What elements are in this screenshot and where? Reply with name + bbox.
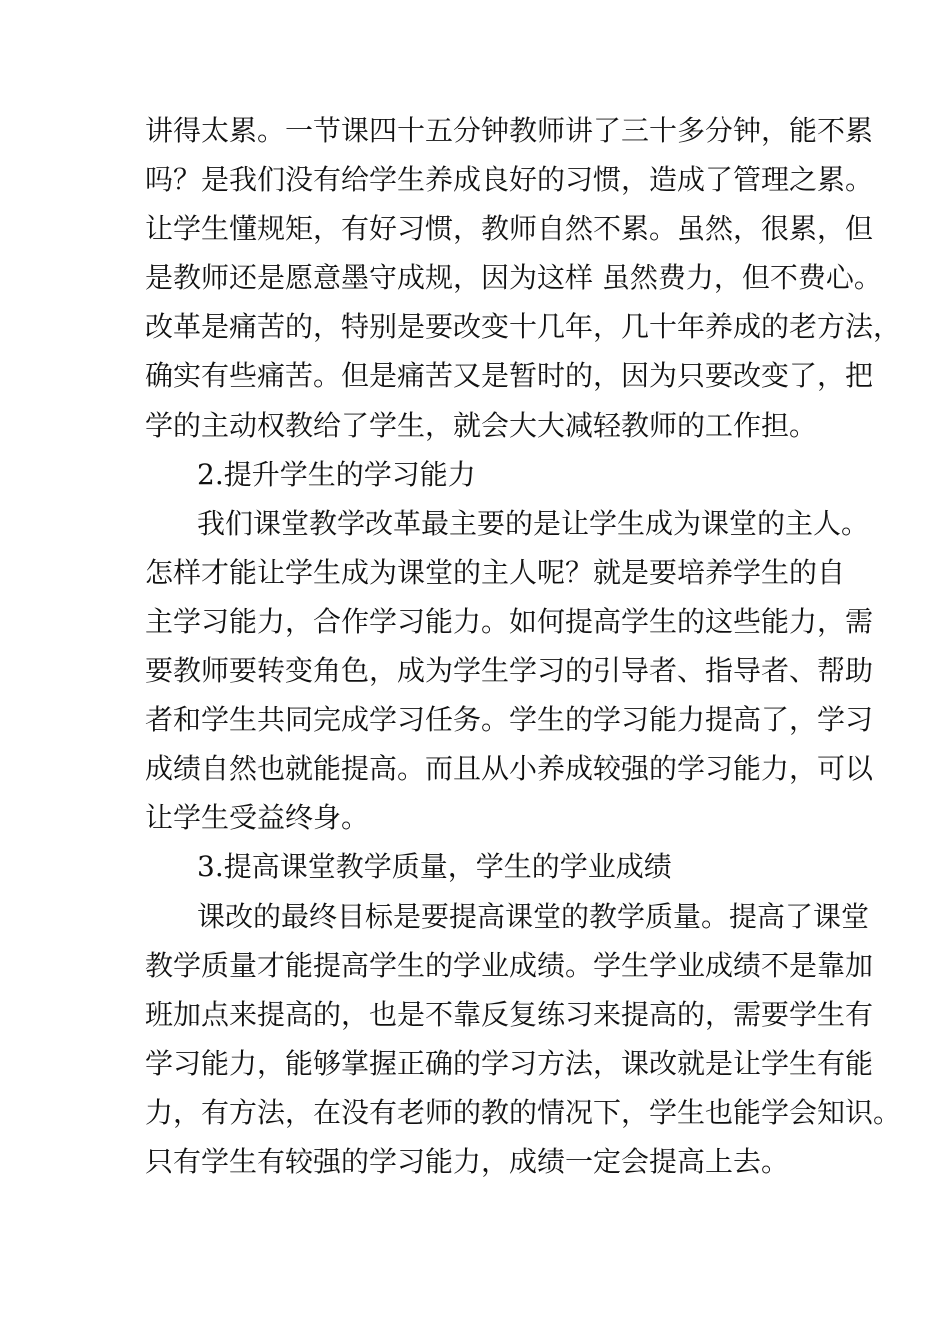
paragraph-continuation [145, 106, 902, 450]
text-line: 教学质量才能提高学生的学业成绩。学生学业成绩不是靠加 [145, 948, 874, 982]
text-line: 成绩自然也就能提高。而且从小养成较强的学习能力，可以 [145, 752, 874, 786]
section-heading-3: 3.提高课堂教学质量，学生的学业成绩 [197, 850, 672, 884]
text-line: 改革是痛苦的，特别是要改变十几年，几十年养成的老方法， [145, 310, 902, 344]
text-line: 讲得太累。一节课四十五分钟教师讲了三十多分钟，能不累 [145, 114, 874, 147]
text-line: 确实有些痛苦。但是痛苦又是暂时的，因为只要改变了，把 [145, 359, 874, 393]
text-line: 怎样才能让学生成为课堂的主人呢？就是要培养学生的自 [145, 555, 846, 589]
paragraph-learning-ability [145, 499, 874, 843]
text-line: 学的主动权教给了学生，就会大大减轻教师的工作担。 [145, 408, 818, 442]
text-line: 要教师要转变角色，成为学生学习的引导者、指导者、帮助 [145, 654, 874, 688]
section-heading-2: 2.提升学生的学习能力 [197, 457, 476, 491]
paragraph-teaching-quality [145, 892, 902, 1187]
text-line: 我们课堂教学改革最主要的是让学生成为课堂的主人。 [197, 506, 870, 540]
text-line: 课改的最终目标是要提高课堂的教学质量。提高了课堂 [197, 899, 870, 933]
document-body [145, 106, 902, 1186]
text-line: 让学生懂规矩，有好习惯，教师自然不累。虽然，很累，但 [145, 212, 874, 246]
text-line: 让学生受益终身。 [145, 801, 370, 835]
text-line: 者和学生共同完成学习任务。学生的学习能力提高了，学习 [145, 703, 874, 737]
text-line: 力，有方法，在没有老师的教的情况下，学生也能学会知识。 [145, 1095, 902, 1129]
text-line: 学习能力，能够掌握正确的学习方法，课改就是让学生有能 [145, 1046, 874, 1080]
text-line: 只有学生有较强的学习能力，成绩一定会提高上去。 [145, 1144, 790, 1178]
text-line: 吗？是我们没有给学生养成良好的习惯，造成了管理之累。 [145, 163, 874, 197]
text-line: 班加点来提高的，也是不靠反复练习来提高的，需要学生有 [145, 997, 874, 1031]
text-line: 主学习能力，合作学习能力。如何提高学生的这些能力，需 [145, 604, 874, 638]
text-line: 是教师还是愿意墨守成规，因为这样 虽然费力，但不费心。 [145, 261, 882, 295]
